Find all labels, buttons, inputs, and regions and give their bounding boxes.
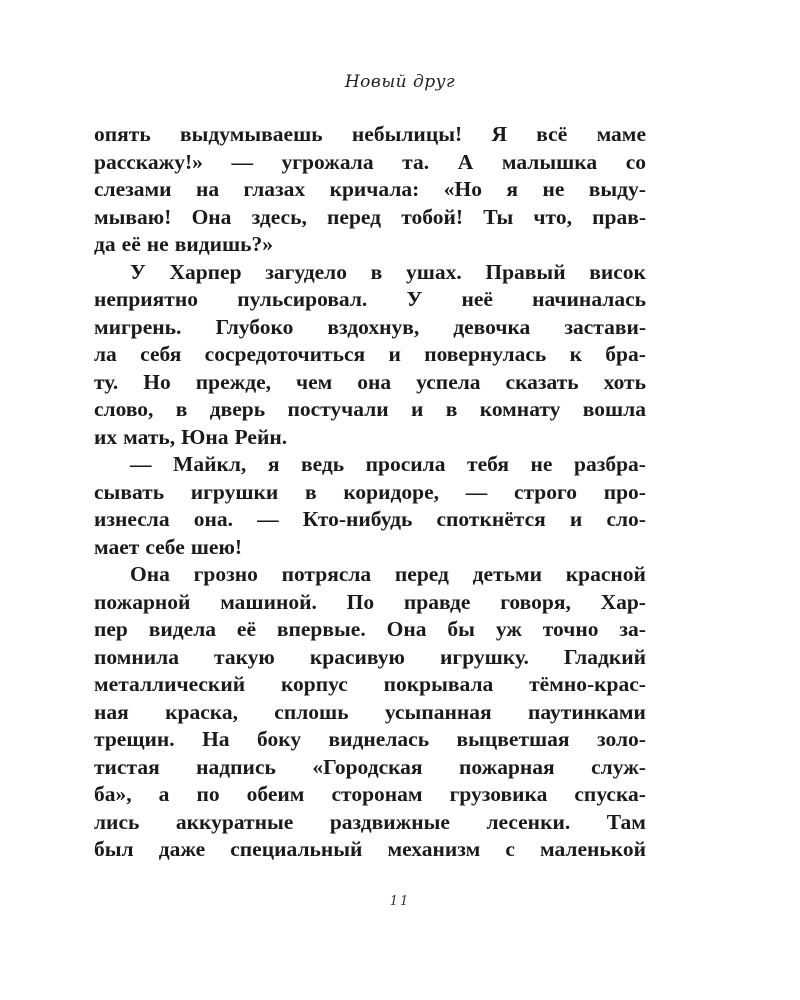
- word: её: [236, 617, 256, 641]
- word: опять: [94, 122, 151, 146]
- word: маме: [596, 122, 646, 146]
- word: Она: [191, 204, 232, 229]
- word: на: [195, 177, 220, 201]
- word: и: [569, 507, 583, 531]
- word: загудело: [265, 259, 347, 284]
- text-line: [94, 396, 646, 424]
- word: мать,: [123, 424, 176, 449]
- word: дверь: [209, 397, 266, 421]
- word: красной: [565, 562, 646, 586]
- word: аккуратные: [175, 809, 294, 834]
- word: мает: [94, 534, 140, 559]
- text-line: [94, 506, 646, 534]
- word: паутинками: [527, 699, 646, 724]
- word: Юна: [181, 424, 229, 449]
- text-line: [94, 314, 646, 342]
- text-line: [94, 259, 646, 287]
- word: слово,: [94, 397, 154, 421]
- word: висок: [589, 259, 646, 284]
- word: хоть: [603, 369, 646, 394]
- text-line: [94, 286, 646, 314]
- word: —: [465, 479, 488, 504]
- word: Она: [130, 562, 170, 586]
- word: —: [130, 452, 152, 476]
- word: её: [121, 232, 141, 256]
- word: Она: [386, 617, 427, 641]
- word: краска,: [165, 699, 238, 724]
- word: шею!: [190, 534, 243, 559]
- word: пер: [94, 617, 128, 641]
- text-line: [94, 369, 646, 397]
- word: выду-: [588, 177, 646, 201]
- word: ушах.: [405, 259, 462, 284]
- word: металлический: [94, 672, 246, 696]
- text-line: [94, 176, 646, 204]
- word: обеим: [246, 782, 305, 806]
- word: бы: [447, 617, 475, 641]
- word: выдумываешь: [180, 122, 323, 146]
- word: сплошь: [274, 699, 349, 724]
- word: неприятно: [94, 287, 198, 311]
- word: здесь,: [251, 204, 307, 229]
- word: вздохнув,: [327, 314, 420, 339]
- word: прав-: [592, 204, 646, 229]
- word: перед: [327, 204, 382, 229]
- word: по: [196, 782, 220, 806]
- word: мигрень.: [94, 314, 182, 339]
- word: Глубоко: [215, 314, 294, 339]
- word: А: [457, 149, 474, 174]
- word: я: [506, 177, 519, 201]
- word: сосредоточиться: [204, 342, 366, 366]
- text-line: [94, 479, 646, 507]
- text-line: [94, 809, 646, 837]
- body-text: [94, 121, 646, 864]
- word: виднелась: [328, 727, 430, 751]
- word: глазах: [243, 177, 306, 201]
- word: не: [146, 232, 169, 256]
- text-line: [94, 231, 646, 259]
- word: спуска-: [574, 782, 646, 806]
- word: в: [370, 259, 383, 284]
- word: про-: [603, 479, 646, 504]
- word: трещин.: [94, 727, 175, 751]
- word: видела: [148, 617, 217, 641]
- word: Правый: [485, 259, 566, 284]
- word: ла: [94, 342, 117, 366]
- word: —: [257, 507, 279, 531]
- word: угрожала: [281, 149, 374, 174]
- word: себя: [140, 342, 182, 366]
- word: постучали: [287, 397, 389, 421]
- word: сказать: [505, 369, 579, 394]
- page-number: 11: [389, 894, 411, 909]
- word: комнату: [479, 397, 561, 421]
- word: мываю!: [94, 204, 172, 229]
- word: У: [130, 259, 146, 284]
- word: Но: [143, 369, 171, 394]
- text-line: [94, 204, 646, 232]
- word: что,: [533, 204, 572, 229]
- text-line: [94, 726, 646, 754]
- word: строго: [513, 479, 577, 504]
- word: не: [542, 177, 565, 201]
- word: потрясла: [281, 562, 372, 586]
- word: Гладкий: [563, 644, 646, 669]
- word: боку: [257, 727, 302, 751]
- word: перед: [394, 562, 449, 586]
- word: сло-: [606, 507, 646, 531]
- text-line: [94, 121, 646, 149]
- text-line: [94, 341, 646, 369]
- text-line: [94, 754, 646, 782]
- word: повернулась: [424, 342, 547, 366]
- word: тистая: [94, 754, 160, 779]
- text-line: [94, 644, 646, 672]
- text-line: [94, 561, 646, 589]
- word: точно: [542, 617, 599, 641]
- word: У: [406, 287, 423, 311]
- word: тобой!: [401, 204, 464, 229]
- word: пожарной: [94, 589, 191, 614]
- word: тёмно-крас-: [529, 672, 646, 696]
- word: а: [158, 782, 170, 806]
- word: машиной.: [220, 589, 317, 614]
- word: бра-: [605, 342, 646, 366]
- word: изнесла: [94, 507, 170, 531]
- text-line: [94, 616, 646, 644]
- word: грузовика: [449, 782, 548, 806]
- word: раздвижные: [329, 809, 450, 834]
- word: просила: [365, 452, 446, 476]
- word: Я: [491, 122, 507, 146]
- word: она: [357, 369, 392, 394]
- word: специальный: [230, 837, 363, 861]
- word: детьми: [472, 562, 543, 586]
- word: лесенки.: [486, 809, 571, 834]
- word: игрушки: [190, 479, 279, 504]
- word: разбра-: [573, 452, 646, 476]
- word: уж: [495, 617, 522, 641]
- word: в: [175, 397, 188, 421]
- word: маленькой: [539, 837, 646, 861]
- word: коридоре,: [343, 479, 440, 504]
- word: расскажу!»: [94, 149, 203, 174]
- word: Кто-нибудь: [302, 507, 413, 531]
- word: ная: [94, 699, 129, 724]
- word: помнила: [94, 644, 179, 669]
- word: служ-: [591, 754, 646, 779]
- word: неё: [461, 287, 493, 311]
- word: Там: [606, 809, 646, 834]
- word: к: [569, 342, 582, 366]
- text-line: [94, 836, 646, 864]
- word: и: [411, 397, 424, 421]
- word: застави-: [564, 314, 646, 339]
- word: такую: [214, 644, 275, 669]
- word: споткнётся: [436, 507, 546, 531]
- word: ведь: [301, 452, 345, 476]
- word: видишь?»: [174, 232, 274, 256]
- text-line: [94, 699, 646, 727]
- text-line: [94, 451, 646, 479]
- word: сторонам: [331, 782, 423, 806]
- word: малышка: [501, 149, 598, 174]
- text-line: [94, 781, 646, 809]
- word: По: [346, 589, 375, 614]
- word: корпус: [280, 672, 348, 696]
- word: игрушку.: [440, 644, 529, 669]
- word: красивую: [309, 644, 405, 669]
- word: пульсировал.: [237, 287, 368, 311]
- word: ту.: [94, 369, 119, 394]
- word: Харпер: [169, 259, 242, 284]
- word: Ты: [483, 204, 514, 229]
- word: выцветшая: [456, 727, 570, 751]
- word: я: [267, 452, 280, 476]
- word: начиналась: [532, 287, 646, 311]
- word: не: [530, 452, 553, 476]
- word: «Но: [443, 177, 482, 201]
- word: вошла: [582, 397, 646, 421]
- word: чем: [295, 369, 333, 394]
- word: в: [445, 397, 458, 421]
- word: лись: [94, 809, 140, 834]
- word: впервые.: [276, 617, 366, 641]
- word: покрывала: [383, 672, 494, 696]
- word: та.: [402, 149, 430, 174]
- word: золо-: [597, 727, 646, 751]
- word: всё: [536, 122, 568, 146]
- word: «Городская: [312, 754, 423, 779]
- word: за-: [619, 617, 646, 641]
- word: небылицы!: [351, 122, 463, 146]
- word: правде: [403, 589, 471, 614]
- running-head: Новый друг: [344, 72, 456, 92]
- word: себе: [145, 534, 185, 559]
- word: их: [94, 424, 118, 449]
- text-line: [94, 534, 646, 562]
- word: успела: [416, 369, 481, 394]
- word: ба»,: [94, 782, 132, 806]
- word: даже: [158, 837, 206, 861]
- word: —: [231, 149, 253, 174]
- word: говоря,: [500, 589, 571, 614]
- word: тебя: [467, 452, 509, 476]
- word: На: [202, 727, 230, 751]
- word: усыпанная: [384, 699, 492, 724]
- word: да: [94, 232, 116, 256]
- word: и: [388, 342, 401, 366]
- word: она.: [193, 507, 233, 531]
- word: механизм: [387, 837, 481, 861]
- word: прежде,: [195, 369, 271, 394]
- text-line: [94, 149, 646, 177]
- word: Майкл,: [173, 452, 247, 476]
- word: в: [305, 479, 317, 504]
- text-line: [94, 424, 646, 452]
- word: со: [625, 149, 646, 174]
- word: слезами: [94, 177, 172, 201]
- text-line: [94, 671, 646, 699]
- word: пожарная: [459, 754, 555, 779]
- word: надпись: [196, 754, 276, 779]
- word: Рейн.: [234, 424, 288, 449]
- word: кричала:: [329, 177, 420, 201]
- word: девочка: [453, 314, 531, 339]
- word: был: [94, 837, 134, 861]
- word: Хар-: [600, 589, 646, 614]
- text-line: [94, 589, 646, 617]
- word: с: [505, 837, 515, 861]
- word: сывать: [94, 479, 165, 504]
- word: грозно: [193, 562, 258, 586]
